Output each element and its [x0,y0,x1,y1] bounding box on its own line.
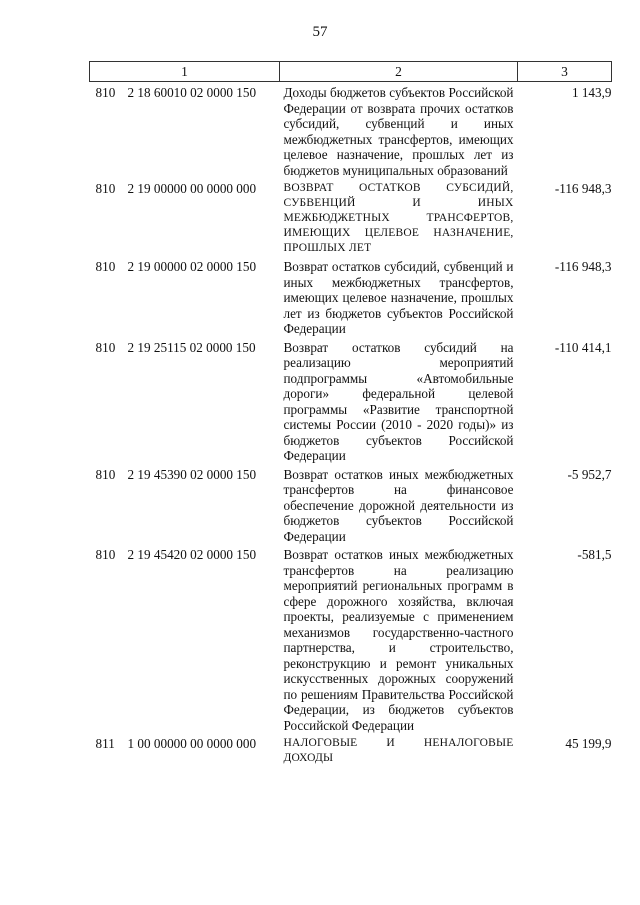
classification-code-cell [90,337,280,464]
amount-cell: -110 414,1 [554,339,612,355]
table-body [90,82,612,767]
administrator-code: 810 [95,259,116,274]
table-header [90,62,612,82]
amount-cell: -5 952,7 [567,466,612,482]
table-row [90,256,612,337]
header-column-2: 2 [280,62,518,82]
header-row [90,62,612,82]
description-cell: Возврат остатков субсидий, субвенций и иных межбюджетных трансфертов, имеющих целевое назначение, прошлых лет из бюджетов субъектов Российской Федерации [283,259,514,336]
classification-code-cell [90,464,280,545]
table-row [90,464,612,545]
description-cell: Доходы бюджетов субъектов Российской Федерации от возврата прочих остатков субсидий, субвенций и иных межбюджетных трансфертов, имеющих целевое назначение, прошлых лет из бюджетов муниципальных образований [283,85,514,178]
administrator-code: 810 [95,181,116,196]
description-cell: Возврат остатков иных межбюджетных трансфертов на реализацию мероприятий региональных программ в сфере дорожного хозяйства, включая проекты, реализуемые с применением механизмов государственно-частного партнерства, и строительство, реконструкцию и ремонт уникальных искусственных дорожных сооружений по решениям Правительства Российской Федерации, из бюджетов субъектов Российской Федерации [283,547,514,733]
table-row [90,337,612,464]
amount-cell: 1 143,9 [571,85,612,100]
classification-code-cell [90,256,280,337]
administrator-code: 810 [95,547,116,562]
table-row [90,178,612,256]
page-number: 57 [312,24,328,40]
table-row [90,82,612,179]
header-column-3: 3 [518,62,612,82]
budget-code: 2 19 00000 02 0000 150 [127,259,257,274]
amount-cell: -581,5 [577,547,612,562]
description-cell: Возврат остатков субсидий на реализацию мероприятий подпрограммы «Автомобильные дороги» федеральной целевой программы «Развитие транспортной системы России (2010 - 2020 годы)» из бюджетов субъектов Российской Федерации [283,339,514,463]
administrator-code: 810 [95,466,116,482]
table-row [90,733,612,766]
classification-code-cell [90,82,280,179]
description-cell: ВОЗВРАТ ОСТАТКОВ СУБСИДИЙ, СУБВЕНЦИЙ И ИНЫХ МЕЖБЮДЖЕТНЫХ ТРАНСФЕРТОВ, ИМЕЮЩИХ ЦЕЛЕВОЕ НАЗНАЧЕНИЕ, ПРОШЛЫХ ЛЕТ [283,182,514,254]
classification-code-cell [90,178,280,256]
administrator-code: 810 [95,339,116,355]
description-cell: Возврат остатков иных межбюджетных трансфертов на финансовое обеспечение дорожной деятельности из бюджетов субъектов Российской Федерации [283,466,514,544]
description-cell: НАЛОГОВЫЕ И НЕНАЛОГОВЫЕ ДОХОДЫ [283,737,514,764]
classification-code-cell [90,733,280,766]
budget-code: 1 00 00000 00 0000 000 [127,736,257,751]
budget-code: 2 18 60010 02 0000 150 [127,85,257,100]
header-column-1: 1 [90,62,280,82]
budget-code: 2 19 25115 02 0000 150 [127,339,256,355]
table-row [90,544,612,733]
budget-revenue-table [89,61,612,766]
amount-cell: -116 948,3 [554,259,612,274]
budget-code: 2 19 45420 02 0000 150 [127,547,257,562]
amount-cell: 45 199,9 [565,736,612,751]
budget-code: 2 19 45390 02 0000 150 [127,466,257,482]
administrator-code: 811 [95,736,115,751]
budget-code: 2 19 00000 00 0000 000 [127,181,257,196]
amount-cell: -116 948,3 [554,181,612,196]
classification-code-cell [90,544,280,733]
administrator-code: 810 [95,85,116,100]
